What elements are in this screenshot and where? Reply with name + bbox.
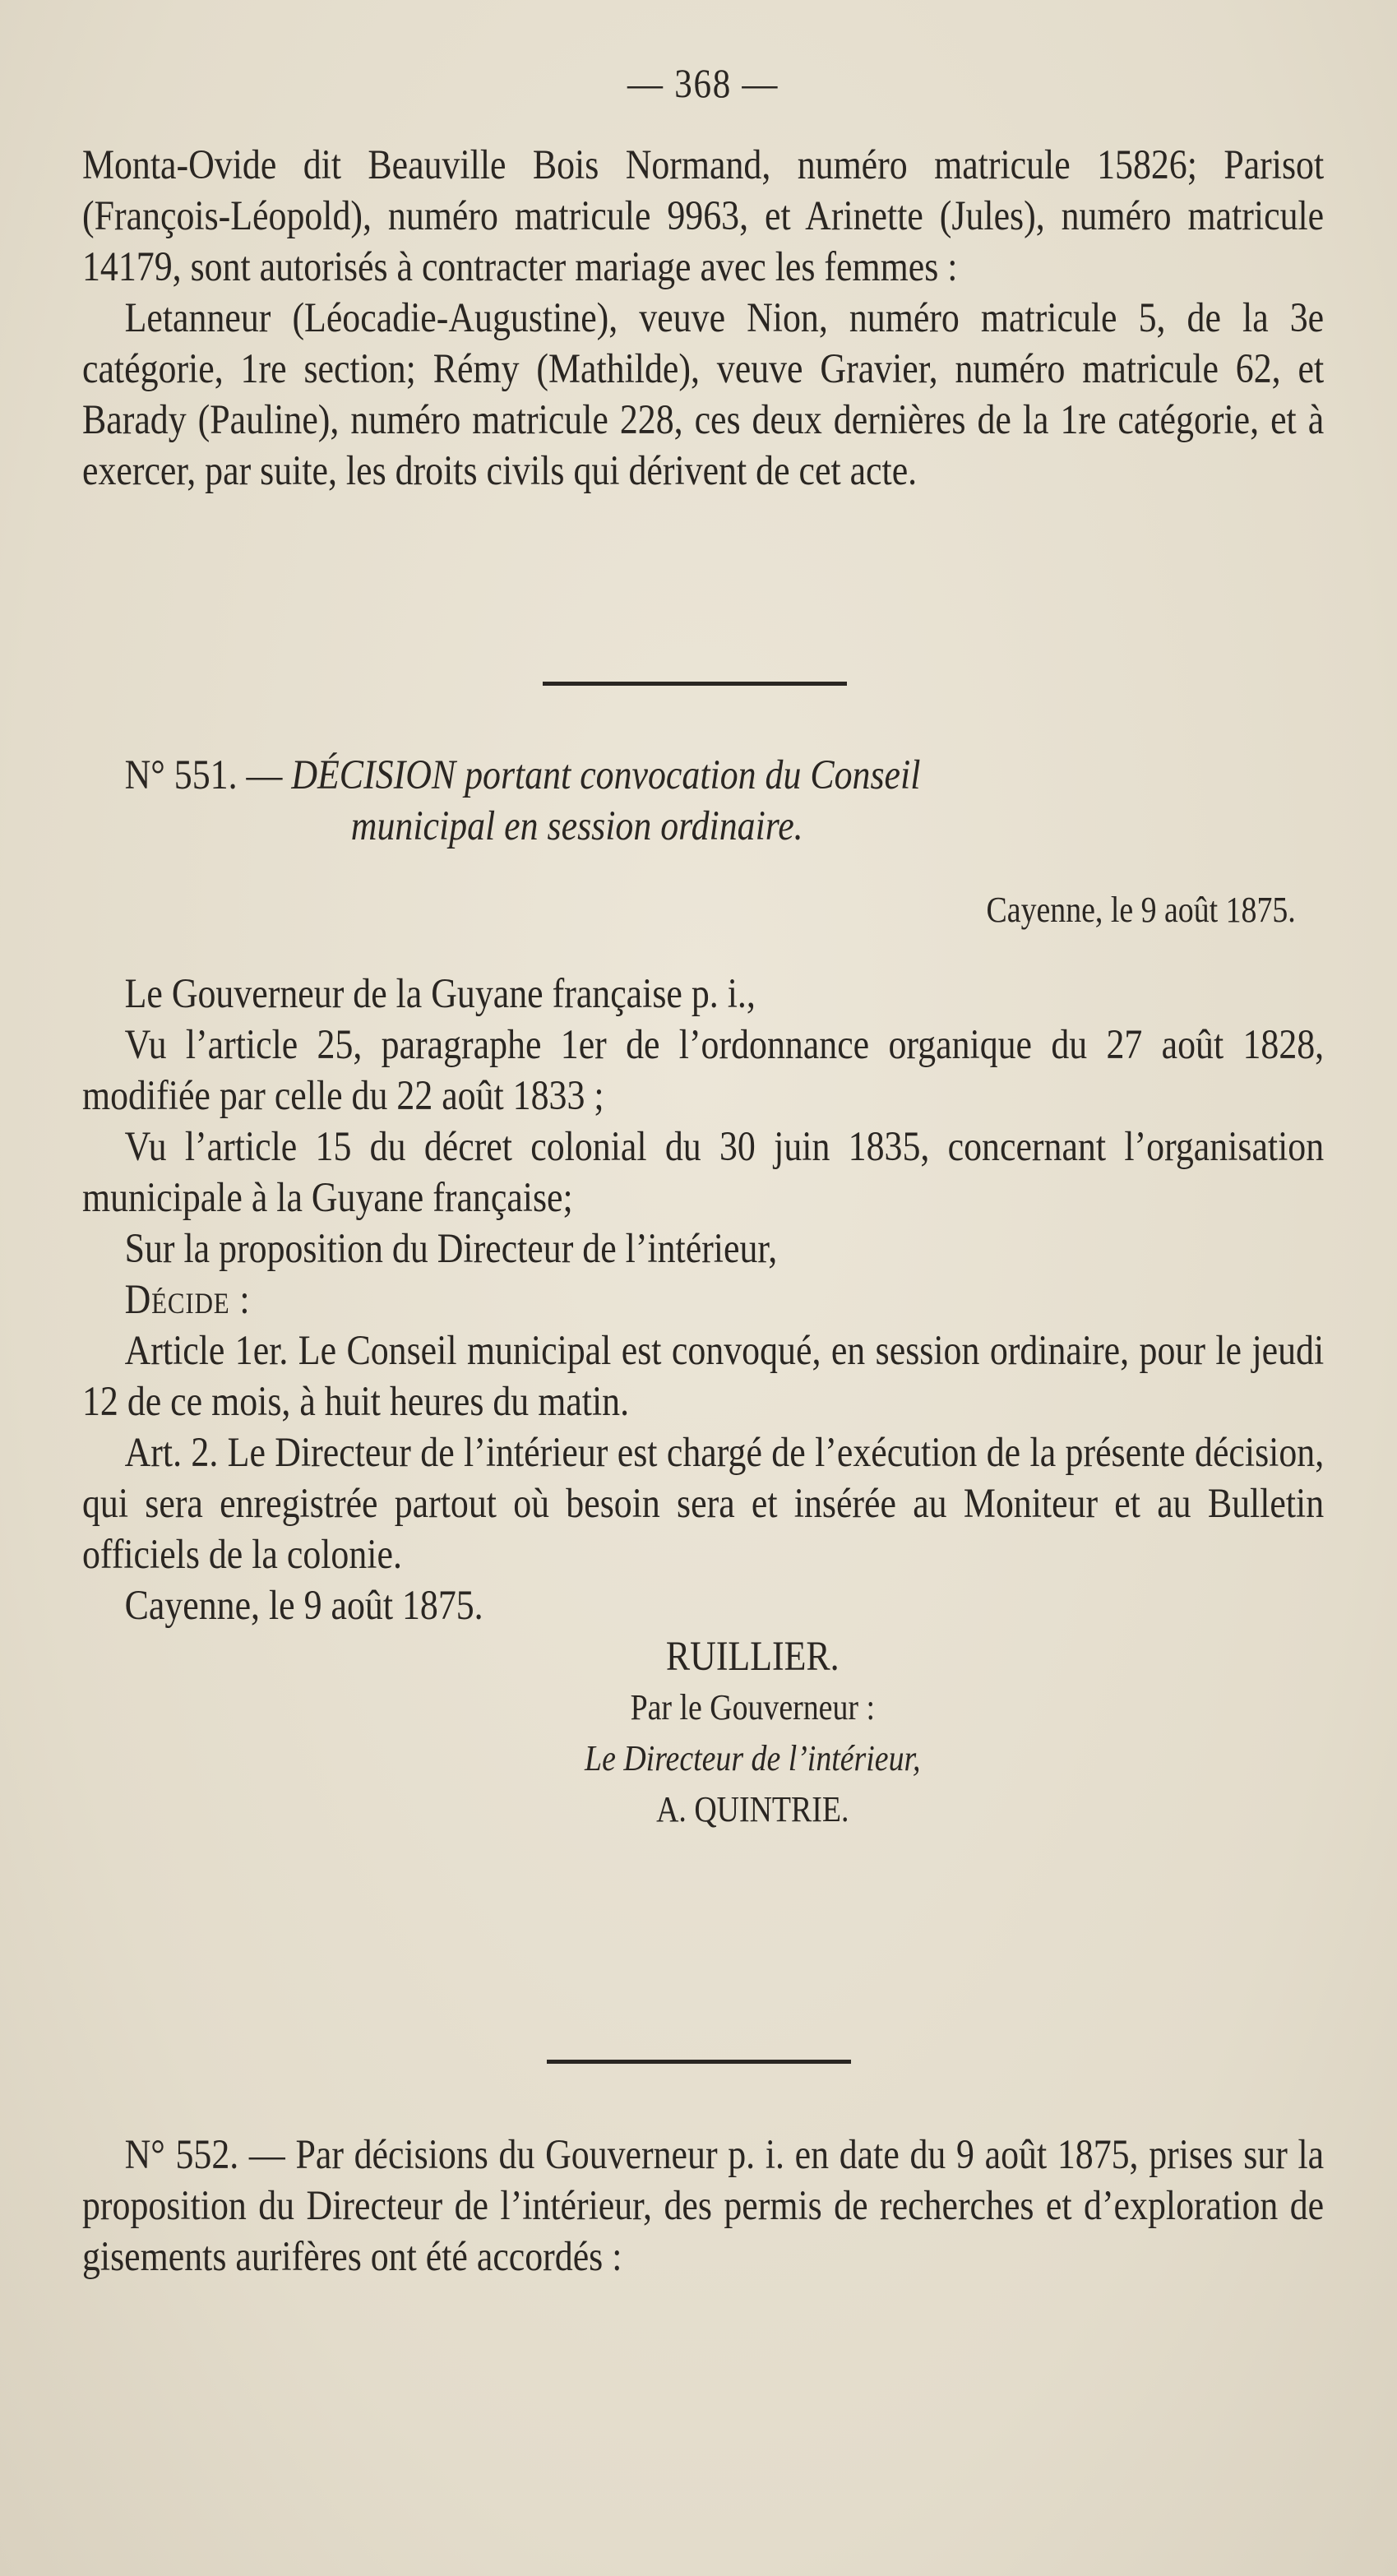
decision-number: N° 551. [124,752,238,798]
closing-place-date: Cayenne, le 9 août 1875. [124,1583,483,1629]
governor-line: Le Gouverneur de la Guyane française p. i., [124,971,756,1017]
next-section [82,2130,1325,2282]
intro-paragraph-2: Letanneur (Léocadie-Augustine), veuve Nion, numéro matricule 5, de la 3e catégorie, 1re section; Rémy (Mathilde), veuve Gravier, numéro matricule 62, et Barady (Pauline), numéro matricule 228, ces deux dernières de la 1re catégorie, et à exercer, par suite, les droits civils qui dérivent de cet acte. [82,295,1325,494]
decision-section [82,750,1325,1835]
decision-heading [82,750,1324,801]
decision-place-date: Cayenne, le 9 août 1875. [986,890,1296,930]
signature-name: RUILLIER. [665,1634,840,1680]
intro-section [82,140,1325,497]
par-le-gouverneur: Par le Gouverneur : [630,1687,875,1727]
director-title: Le Directeur de l’intérieur, [585,1738,921,1778]
decision-dash: — [246,752,283,798]
decision-title-line1: DÉCISION portant convocation du Conseil [291,752,921,798]
page-header [82,58,1150,109]
divider-rule [543,682,847,686]
vu-paragraph-2: Vu l’article 15 du décret colonial du 30 juin 1835, concernant l’organisation municipale à la Guyane française; [82,1124,1325,1221]
decision-title-line2: municipal en session ordinaire. [350,803,803,849]
director-name: A. QUINTRIE. [656,1789,849,1829]
page-number: — 368 — [627,60,779,106]
decide-line: Décide : [124,1277,251,1323]
divider-rule-2 [547,2060,851,2064]
intro-paragraph: Monta-Ovide dit Beauville Bois Normand, numéro matricule 15826; Parisot (François-Léopold), numéro matricule 9963, et Arinette (Jules), numéro matricule 14179, sont autorisés à contracter mariage avec les femmes : [82,142,1325,290]
sur-proposition: Sur la proposition du Directeur de l’intérieur, [124,1226,778,1272]
article-2: Art. 2. Le Directeur de l’intérieur est chargé de l’exécution de la présente décision, qui sera enregistrée partout où besoin sera et insérée au Moniteur et au Bulletin officiels de la colonie. [82,1430,1325,1578]
decision-552-paragraph: N° 552. — Par décisions du Gouverneur p. i. en date du 9 août 1875, prises sur la proposition du Directeur de l’intérieur, des permis de recherches et d’exploration de gisements aurifères ont été accordés : [82,2132,1325,2280]
article-1: Article 1er. Le Conseil municipal est convoqué, en session ordinaire, pour le jeudi 12 de ce mois, à huit heures du matin. [82,1328,1325,1425]
vu-paragraph-1: Vu l’article 25, paragraphe 1er de l’ordonnance organique du 27 août 1828, modifiée par celle du 22 août 1833 ; [82,1022,1325,1119]
